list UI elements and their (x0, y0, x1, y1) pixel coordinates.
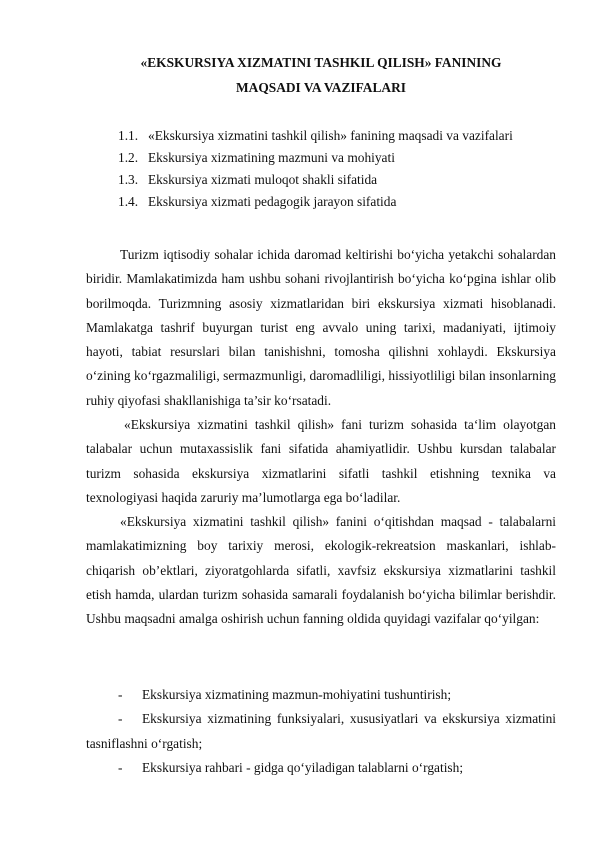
list-dash: - (118, 759, 123, 775)
toc-number: 1.4. (118, 194, 139, 209)
list-item (86, 683, 556, 707)
toc-number: 1.2. (118, 150, 139, 165)
page-title-line1: «EKSKURSIYA XIZMATINI TASHKIL QILISH» FANINING (140, 55, 502, 70)
toc-text: Ekskursiya xizmatining mazmuni va mohiyati (148, 150, 395, 165)
body-paragraph: Turizm iqtisodiy sohalar ichida daromad keltirishi bo‘yicha yetakchi sohalardan biridir. Mamlakatimizda ham ushbu sohani rivojlantirish bo‘yicha ko‘pgina ishlar olib borilmoqda. Turizmning asosiy xizmatlaridan biri ekskursiya xizmati hisoblanadi. Mamlakatga tashrif buyurgan turist eng avvalo uning tarixi, madaniyati, ijtimoiy hayoti, tabiat resurslari bilan tanishishni, tomosha qilishni xohlaydi. Ekskursiya o‘zining ko‘rgazmaliligi, sermazmunligi, daromadliligi, hissiyotliligi bilan insonlarning ruhiy qiyofasi shakllanishiga ta’sir ko‘rsatadi. (86, 247, 556, 408)
toc-number: 1.3. (118, 172, 139, 187)
toc-text: Ekskursiya xizmati pedagogik jarayon sifatida (148, 194, 397, 209)
body-paragraph: «Ekskursiya xizmatini tashkil qilish» fani turizm sohasida ta‘lim olayotgan talabalar uchun mutaxassislik fani sifatida ahamiyatlidir. Ushbu kursdan talabalar turizm sohasida ekskursiya xizmatlarini sifatli tashkil etishning texnika va texnologiyasi haqida zaruriy ma’lumotlarga ega bo‘ladilar. (86, 417, 556, 505)
page-title-line2: MAQSADI VA VAZIFALARI (236, 80, 406, 95)
list-item-text: Ekskursiya xizmatining mazmun-mohiyatini tushuntirish; (142, 687, 452, 702)
list-item-text: Ekskursiya rahbari - gidga qo‘yiladigan talablarni o‘rgatish; (142, 759, 464, 775)
toc-item (118, 169, 513, 191)
toc-number: 1.1. (118, 128, 139, 143)
list-item (86, 756, 556, 780)
list-item-text: Ekskursiya xizmatining funksiyalari, xususiyatlari va ekskursiya xizmatini tasniflashni o‘rgatish; (86, 711, 556, 751)
table-of-contents (118, 125, 513, 213)
toc-text: «Ekskursiya xizmatini tashkil qilish» fanining maqsadi va vazifalari (148, 128, 513, 143)
toc-item (118, 191, 513, 213)
list-dash: - (118, 711, 123, 727)
toc-text: Ekskursiya xizmati muloqot shakli sifatida (148, 172, 378, 187)
list-dash: - (118, 687, 123, 702)
task-list (86, 683, 556, 780)
body-paragraph: «Ekskursiya xizmatini tashkil qilish» fanini o‘qitishdan maqsad - talabalarni mamlakatimizning boy tarixiy merosi, ekologik-rekreatsion maskanlari, ishlab-chiqarish ob’ektlari, ziyoratgohlarda sifatli, xavfsiz ekskursiya xizmatlarini tashkil etish hamda, ulardan turizm sohasida samarali foydalanish bo‘yicha bilimlar berishdir. Ushbu maqsadni amalga oshirish uchun fanning oldida quyidagi vazifalar qo‘yilgan: (86, 514, 556, 627)
toc-item (118, 147, 513, 169)
list-item (86, 707, 556, 756)
toc-item (118, 125, 513, 147)
